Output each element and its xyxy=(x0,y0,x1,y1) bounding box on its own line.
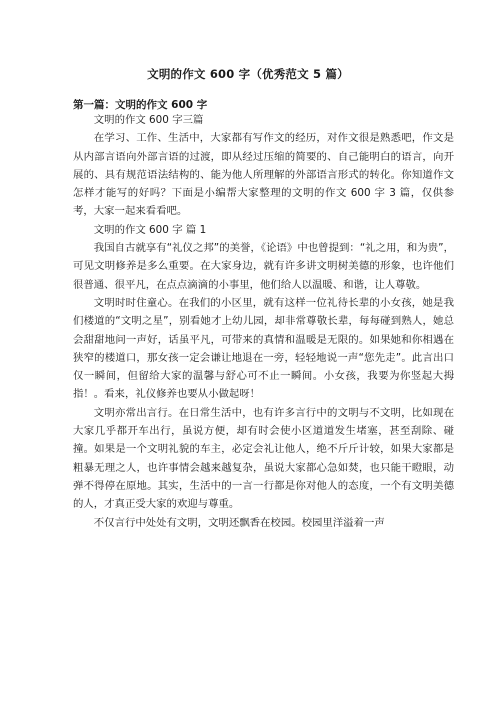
document-title: 文明的作文 600 字（优秀范文 5 篇） xyxy=(147,67,349,81)
body-paragraph: 不仅言行中处处有文明，文明还飘香在校园。校园里洋溢着一声 xyxy=(93,516,385,529)
subheading-line: 文明的作文 600 字三篇 xyxy=(93,114,204,126)
body-paragraph: 文明时时住童心。在我们的小区里，就有这样一位礼待长辈的小女孩，她是我们楼道的“文明之星”，别看她才上幼儿园，却非常尊敬长辈，每每碰到熟人，她总会甜甜地问一声好，话虽平凡，可带来的真情和温暖是无限的。如果她和你相遇在狭窄的楼道口，那女孩一定会谦让地退在一旁，轻轻地说一声“您先走”。此言出口仅一瞬间，但留给大家的温馨与舒心可不止一瞬间。小女孩，我要为你竖起大拇指！。看来，礼仪修养也要从小做起呀！ xyxy=(73,296,454,401)
section-heading: 第一篇：文明的作文 600 字 xyxy=(73,99,208,111)
body-paragraph: 文明亦常出言行。在日常生活中，也有许多言行中的文明与不文明，比如现在大家几乎都开车出行，虽说方便，却有时会使小区道道发生堵塞，甚至刮除、碰撞。如果是一个文明礼貌的车主，必定会礼让他人，绝不斤斤计较，如果大家都是粗暴无理之人，也许事情会越来越复杂，虽说大家都心急如焚，也只能干瞪眼，动弹不得停在原地。其实，生活中的一言一行都是你对他人的态度，一个有文明美德的人，才真正受大家的欢迎与尊重。 xyxy=(73,406,454,511)
subheading-line: 文明的作文 600 字 篇 1 xyxy=(93,223,207,236)
body-paragraph: 在学习、工作、生活中，大家都有写作文的经历，对作文很是熟悉吧，作文是从内部言语向外部言语的过渡，即从经过压缩的简要的、自己能明白的语言，向开展的、具有规范语法结构的、能为他人所理解的外部语言形式的转化。你知道作文怎样才能写的好吗？下面是小编帮大家整理的文明的作文 600 字 3 篇，仅供参考，大家一起来看看吧。 xyxy=(73,132,454,218)
document-body xyxy=(73,111,454,532)
body-paragraph: 我国自古就享有“礼仪之邦”的美誉，《论语》中也曾提到：“礼之用，和为贵”，可见文明修养是多么重要。在大家身边，就有许多讲文明树美德的形象，也许他们很普通、很平凡，在点点滴滴的小事里，他们给人以温暖、和谐，让人尊敬。 xyxy=(73,242,454,291)
